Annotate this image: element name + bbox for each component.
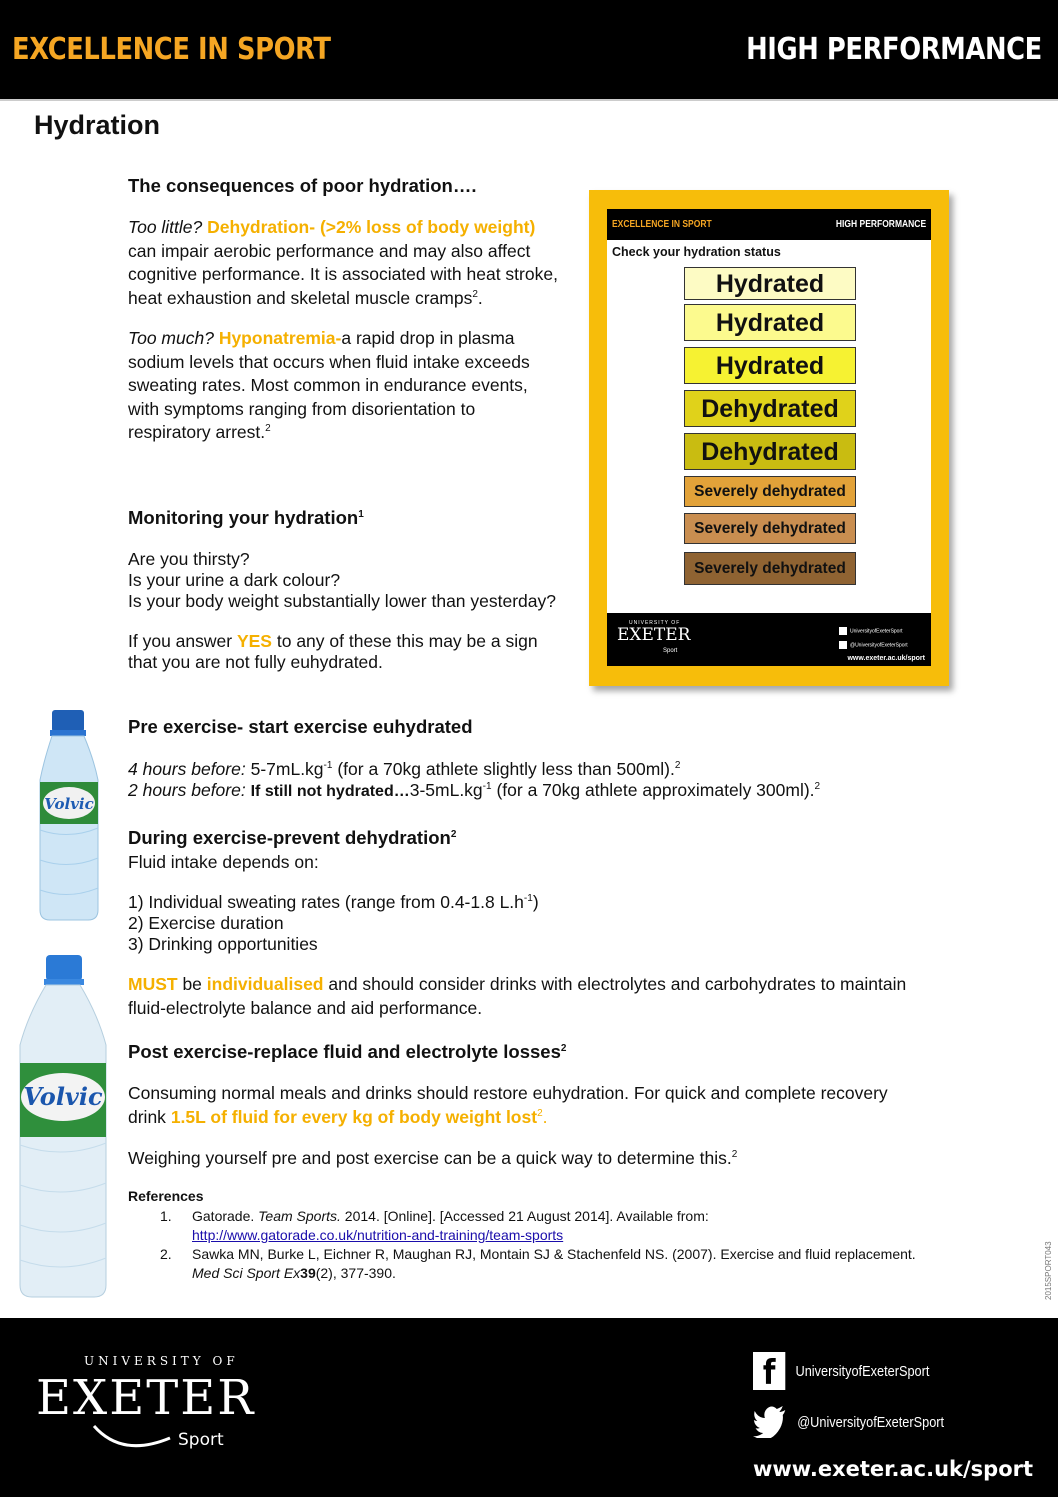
dehydration-definition: - (>2% loss of body weight) <box>309 217 536 237</box>
chart-header <box>607 209 931 240</box>
footer-facebook[interactable] <box>753 1352 930 1393</box>
four-hours-label: 4 hours before: <box>128 759 246 779</box>
page-header <box>0 0 1058 99</box>
p2-line-1: a rapid drop in plasma <box>341 328 515 348</box>
small-water-bottle-image <box>34 710 104 922</box>
footer-facebook-handle: UniversityofExeterSport <box>795 1362 930 1380</box>
during-item-2: 2) Exercise duration <box>128 913 284 933</box>
unit-sup: -1 <box>482 781 492 793</box>
post-heading-text: Post exercise-replace fluid and electrolyte losses <box>128 1041 561 1062</box>
question-weight: Is your body weight substantially lower than yesterday? <box>128 591 557 611</box>
dehydration-term: Dehydration <box>207 217 310 237</box>
p2-line-4: with symptoms ranging from disorientation to <box>128 398 476 419</box>
during-must-rest-1: and should consider drinks with electrolytes and carbohydrates to maintain <box>328 974 907 994</box>
ref1-title: Team Sports. <box>258 1208 341 1224</box>
consequences-heading: The consequences of poor hydration…. <box>128 175 477 196</box>
chart-footer-twitter <box>839 641 908 649</box>
unit-sup: -1 <box>523 893 533 905</box>
chart-subtitle: Check your hydration status <box>612 245 781 259</box>
citation-sup: 2 <box>731 1149 738 1161</box>
ref1-details: 2014. [Online]. [Accessed 21 August 2014]. Available from: <box>344 1208 709 1224</box>
p1-line-2: can impair aerobic performance and may also affect <box>128 240 531 261</box>
during-intro: Fluid intake depends on: <box>128 852 319 872</box>
two-hours-label: 2 hours before: <box>128 780 246 800</box>
question-thirsty: Are you thirsty? <box>128 549 250 569</box>
during-must-rest-2: fluid-electrolyte balance and aid performance. <box>128 997 483 1018</box>
hydration-chart-inner <box>607 209 931 666</box>
footer-exeter-logo: EXETER <box>36 1370 256 1426</box>
hydration-level: Hydrated <box>684 267 856 300</box>
during-item-3: 3) Drinking opportunities <box>128 934 318 954</box>
reference-number: 1. <box>160 1208 172 1224</box>
post-highlight: 1.5L of fluid for every kg of body weight lost <box>170 1106 538 1127</box>
p2-line-5: respiratory arrest. <box>128 422 266 442</box>
must-be: be <box>182 974 202 994</box>
reference-link[interactable]: http://www.gatorade.co.uk/nutrition-and-training/team-sports <box>192 1226 564 1243</box>
too-much-label: Too much? <box>128 328 214 348</box>
hydration-level: Dehydrated <box>684 390 856 427</box>
consequences-paragraph-2 <box>128 327 578 445</box>
during-heading-text: During exercise-prevent dehydration <box>128 827 451 848</box>
reference-number: 2. <box>160 1246 172 1262</box>
facebook-icon: f <box>753 1352 785 1390</box>
yes-highlight: YES <box>236 631 272 651</box>
p1-line-3: cognitive performance. It is associated with heat stroke, <box>128 264 558 284</box>
footer-twitter-handle: @UniversityofExeterSport <box>797 1413 945 1431</box>
twitter-icon <box>753 1406 787 1438</box>
chart-footer <box>607 613 931 666</box>
chart-footer-logo: EXETER <box>617 625 691 645</box>
citation-sup: 1 <box>358 508 364 520</box>
hydration-level: Hydrated <box>684 347 856 384</box>
header-divider <box>0 99 1058 101</box>
document-code: 2015SPORT043 <box>1044 1241 1053 1300</box>
unit-sup: -1 <box>323 760 333 772</box>
post-line-2-lead: drink <box>128 1106 166 1127</box>
ref2-pages: (2), 377-390. <box>315 1264 396 1281</box>
footer-sport: Sport <box>178 1430 224 1450</box>
header-left-title: EXCELLENCE IN SPORT <box>12 32 331 67</box>
footer-logo-swoosh <box>92 1418 172 1454</box>
citation-sup: 2 <box>450 828 457 840</box>
hyponatremia-term: Hyponatremia- <box>218 328 342 348</box>
citation-sup: 2 <box>814 781 821 793</box>
pre-exercise-text <box>128 759 928 802</box>
pre-line-1-dose: 5-7mL.kg <box>250 759 324 779</box>
p2-line-3: sweating rates. Most common in endurance events, <box>128 375 528 395</box>
large-water-bottle-image <box>14 955 112 1299</box>
answer-line-2: that you are not fully euhydrated. <box>128 652 383 672</box>
ref2-authors: Sawka MN, Burke L, Eichner R, Maughan RJ, Montain SJ & Stachenfeld NS. (2007). Exercise and fluid replacement. <box>192 1246 916 1262</box>
consequences-paragraph-1: Too little? Dehydration- (>2% loss of body weight) can impair aerobic performance and may also affect cognitive performance. It is associated with heat stroke, heat exhaustion and skeletal muscle cramps$^2$. <box>128 216 578 310</box>
p2-line-2: sodium levels that occurs when fluid intake exceeds <box>128 351 530 372</box>
facebook-icon <box>839 627 847 635</box>
reference-2 <box>160 1245 960 1283</box>
hydration-level: Severely dehydrated <box>684 552 856 585</box>
pre-line-1-note: (for a 70kg athlete slightly less than 500ml). <box>337 759 675 779</box>
chart-footer-facebook <box>839 627 903 635</box>
monitoring-heading-text: Monitoring your hydration <box>128 507 359 528</box>
bottle-brand-label: Volvic <box>44 795 94 813</box>
individualised-highlight: individualised <box>206 974 324 994</box>
during-exercise-heading <box>128 827 456 849</box>
twitter-icon <box>839 641 847 649</box>
ref2-volume: 39 <box>300 1264 316 1281</box>
chart-footer-sport: Sport <box>663 648 678 654</box>
chart-footer-tw-text: @UniversityofExeterSport <box>850 642 908 649</box>
during-list <box>128 892 928 955</box>
hydration-level: Severely dehydrated <box>684 513 856 544</box>
reference-1 <box>160 1207 960 1245</box>
chart-footer-web: www.exeter.ac.uk/sport <box>847 655 925 662</box>
monitoring-heading <box>128 507 364 529</box>
monitoring-answer <box>128 631 588 673</box>
during-item-1-end: ) <box>532 892 539 912</box>
citation-sup: 2 <box>674 760 681 772</box>
citation-sup: 2 <box>265 423 271 435</box>
answer-lead: If you answer <box>128 631 233 651</box>
post-text: Consuming normal meals and drinks should restore euhydration. For quick and complete recovery drink 1.5L of fluid for every kg of body weight lost$^2$. <box>128 1082 928 1129</box>
hydration-chart <box>589 190 949 686</box>
chart-footer-fb-text: UniversityofExeterSport <box>850 628 903 635</box>
ref2-journal: Med Sci Sport Ex <box>192 1264 301 1281</box>
too-little-label: Too little? <box>128 217 203 237</box>
chart-header-left: EXCELLENCE IN SPORT <box>612 219 712 230</box>
post-exercise-heading <box>128 1041 566 1063</box>
must-highlight: MUST <box>128 974 178 994</box>
page-footer <box>0 1318 1058 1497</box>
pre-line-2-dose: 3-5mL.kg <box>409 780 483 800</box>
chart-footer-uni: UNIVERSITY OF <box>629 620 681 626</box>
chart-header-right: HIGH PERFORMANCE <box>835 219 926 230</box>
during-must <box>128 973 928 1020</box>
references-heading: References <box>128 1188 204 1204</box>
question-urine: Is your urine a dark colour? <box>128 570 341 590</box>
bottle-brand-label: Volvic <box>23 1082 103 1111</box>
pre-exercise-heading: Pre exercise- start exercise euhydrated <box>128 716 473 737</box>
hydration-level: Hydrated <box>684 304 856 341</box>
monitoring-questions <box>128 549 588 612</box>
ref1-author: Gatorade. <box>192 1208 255 1224</box>
citation-sup: 2 <box>537 1107 543 1119</box>
answer-rest: to any of these this may be a sign <box>276 631 538 651</box>
header-right-title: HIGH PERFORMANCE <box>746 32 1042 67</box>
during-item-1: 1) Individual sweating rates (range from 0.4-1.8 L.h <box>128 892 524 912</box>
footer-university-of: UNIVERSITY OF <box>84 1354 239 1368</box>
post-line-1: Consuming normal meals and drinks should restore euhydration. For quick and complete recovery <box>128 1083 888 1103</box>
p1-line-4: heat exhaustion and skeletal muscle cramps <box>128 287 473 308</box>
citation-sup: 2 <box>560 1042 567 1054</box>
pre-line-2-note: (for a 70kg athlete approximately 300ml). <box>496 780 815 800</box>
hydration-level: Dehydrated <box>684 433 856 470</box>
post-weighing <box>128 1147 928 1171</box>
still-not-hydrated: If still not hydrated… <box>250 783 410 800</box>
citation-sup: 2 <box>472 288 478 300</box>
post-line-3: Weighing yourself pre and post exercise can be a quick way to determine this. <box>128 1148 732 1168</box>
footer-twitter[interactable] <box>753 1406 944 1438</box>
page-title: Hydration <box>34 110 161 140</box>
hydration-level: Severely dehydrated <box>684 476 856 507</box>
footer-website[interactable]: www.exeter.ac.uk/sport <box>753 1457 1034 1481</box>
